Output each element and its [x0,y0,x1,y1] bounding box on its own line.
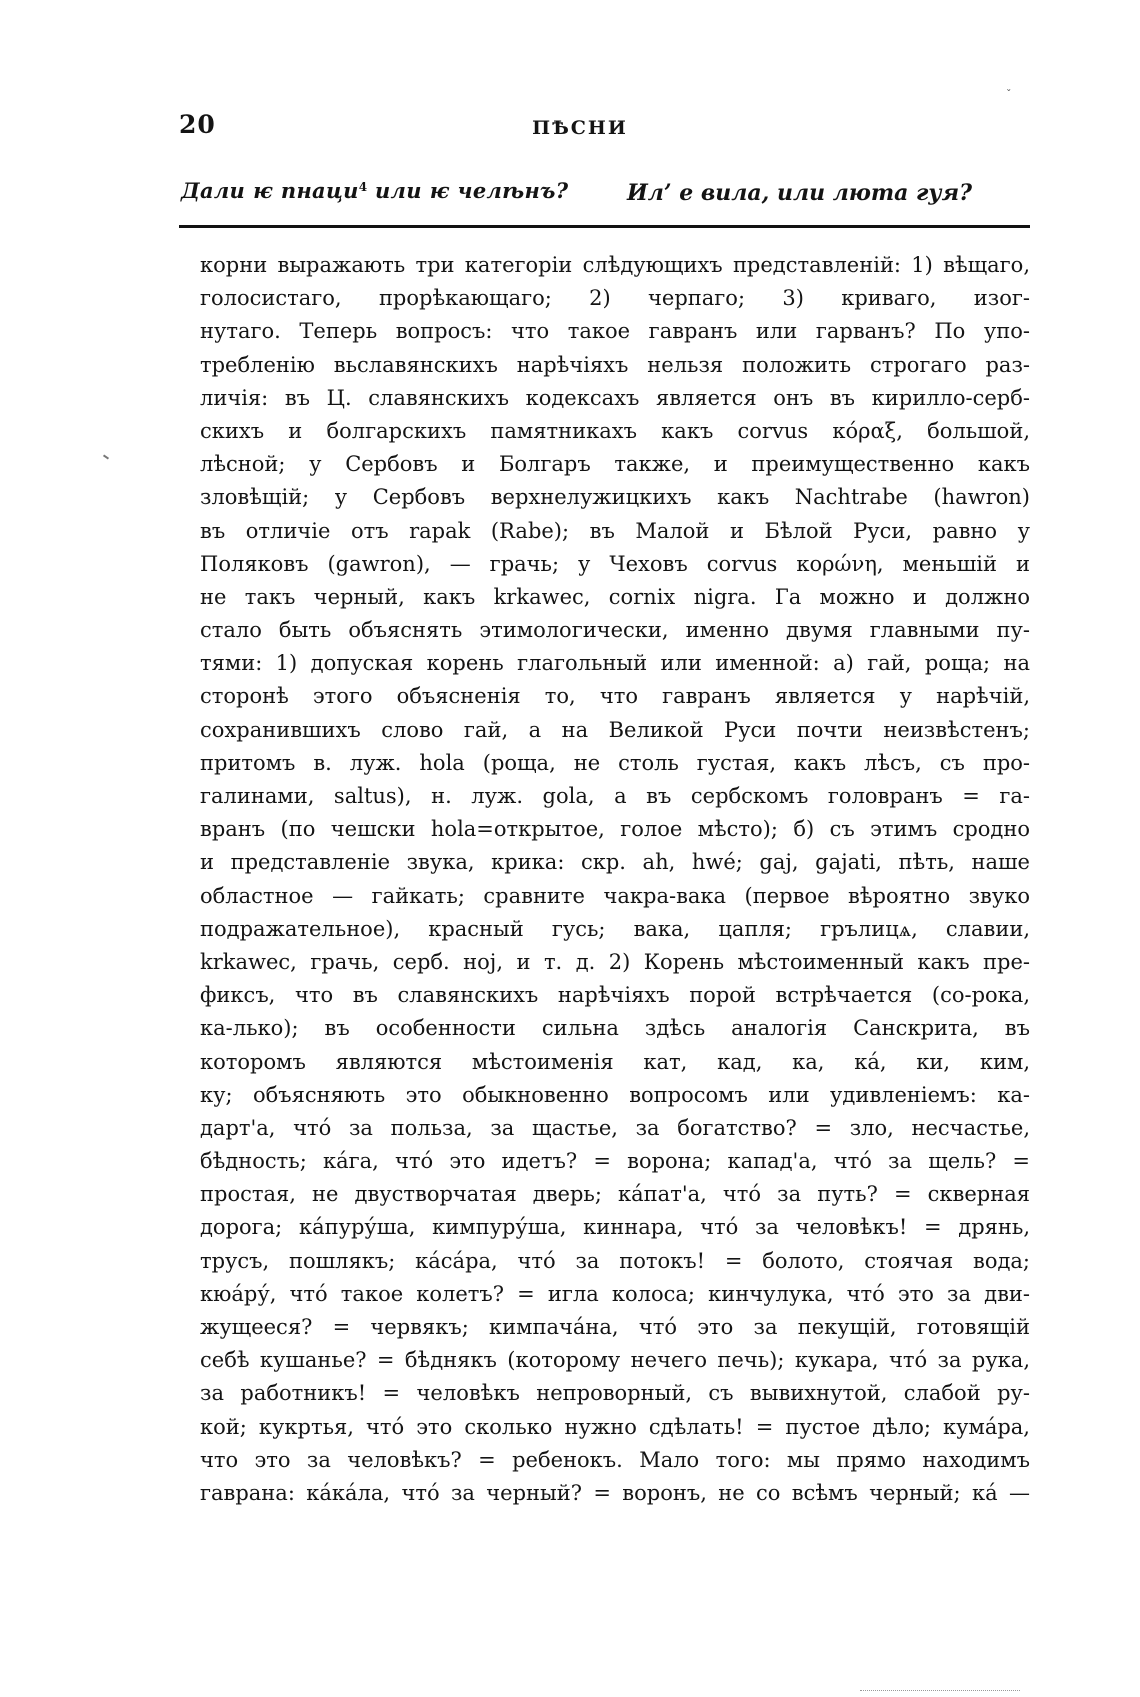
text-line: лѣсной; у Сербовъ и Болгаръ также, и преимущественно какъ [200,452,1030,477]
text-line: кюа́ру́, что́ такое колетъ? = игла колоса; кинчулука, что́ это за дви- [200,1281,1030,1306]
text-line: сторонѣ этого объясненія то, что гавранъ является у нарѣчій, [200,684,1030,709]
text-line: фиксъ, что въ славянскихъ нарѣчіяхъ порой встрѣчается (со-рока, [200,983,1030,1008]
subtitle-left-text: Дали ѥ пнаци [181,178,359,203]
text-line: дарт'а, что́ за польза, за щастье, за богатство? = зло, несчастье, [200,1115,1030,1140]
text-line: нутаго. Теперь вопросъ: что такое гавранъ или гарванъ? По упо- [200,319,1030,344]
text-line: не такъ черный, какъ krkawec, cornix nigra. Га можно и должно [200,584,1030,609]
text-line: дорога; ка́пуру́ша, кимпуру́ша, киннара, что́ за человѣкъ! = дрянь, [200,1215,1030,1240]
text-line: за работникъ! = человѣкъ непроворный, съ вывихнутой, слабой ру- [200,1381,1030,1406]
subtitle-left-end: или ѥ челѣнъ? [374,178,569,203]
margin-mark [103,454,109,459]
subtitle-left [181,178,568,203]
page-number: 20 [179,110,216,139]
corner-mark: ˇ [1006,88,1012,101]
running-title: ПѢСНИ [532,117,628,139]
text-line: ку; объясняють это обыкновенно вопросомъ или удивленіемъ: ка- [200,1082,1030,1107]
text-line: простая, не двустворчатая дверь; ка́пат'а, что́ за путь? = скверная [200,1182,1030,1207]
text-line: корни выражають три категоріи слѣдующихъ представленій: 1) вѣщаго, [200,253,1030,277]
text-line: зловѣщій; у Сербовъ верхнелужицкихъ какъ Nachtrabe (hawron) [200,485,1030,510]
text-line: что это за человѣкъ? = ребенокъ. Мало того: мы прямо находимъ [200,1447,1030,1472]
text-line: областное — гайкать; сравните чакра-вака (первое вѣроятно звуко [200,883,1030,908]
text-line: бѣдность; ка́га, что́ это идетъ? = ворона; капад'а, что́ за щель? = [200,1149,1030,1174]
text-line: которомъ являются мѣстоименія кат, кад, ка, ка́, ки, ким, [200,1049,1030,1074]
text-line: стало быть объяснять этимологически, именно двумя главными пу- [200,618,1030,643]
body-text [200,249,1030,1510]
text-line: требленію вьславянскихъ нарѣчіяхъ нельзя положить строгаго раз- [200,352,1030,377]
text-line: гаврана: ка́ка́ла, что́ за черный? = воронъ, не со всѣмъ черный; ка́ — [200,1480,1030,1505]
text-line: сохранившихъ слово гай, а на Великой Руси почти неизвѣстенъ; [200,717,1030,742]
text-line: притомъ в. луж. hola (роща, не столь густая, какъ лѣсъ, съ про- [200,750,1030,775]
scan-artifact [860,1690,1020,1691]
text-line: кой; кукртья, что́ это сколько нужно сдѣлать! = пустое дѣло; кума́ра, [200,1414,1030,1439]
text-line: въ отличіе отъ rapak (Rabe); въ Малой и Бѣлой Руси, равно у [200,518,1030,543]
text-line: и представленіе звука, крика: скр. ah, hwé; gaj, gajati, пѣть, наше [200,850,1030,875]
text-line: скихъ и болгарскихъ памятникахъ какъ corvus κόραξ, большой, [200,418,1030,443]
subtitle-right: Ил’ е вила, или люта гуя? [627,180,972,206]
text-line: Поляковъ (gawron), — грачь; у Чеховъ corvus κορώνη, меньшій и [200,551,1030,576]
text-line: krkawec, грачь, серб. ној, и т. д. 2) Корень мѣстоименный какъ пре- [200,949,1030,974]
text-line: ка-лько); въ особенности сильна здѣсь аналогія Санскрита, въ [200,1016,1030,1041]
text-line: личія: въ Ц. славянскихъ кодексахъ является онъ въ кирилло-серб- [200,385,1030,410]
text-line: подражательное), красный гусь; вака, цапля; грълицѧ, славии, [200,916,1030,941]
text-line: себѣ кушанье? = бѣднякъ (которому нечего печь); кукара, что́ за рука, [200,1348,1030,1373]
text-line: жущееся? = червякъ; кимпача́на, что́ это за пекущій, готовящій [200,1315,1030,1339]
text-line: вранъ (по чешски hola=открытое, голое мѣсто); б) съ этимъ сродно [200,817,1030,842]
text-line: галинами, saltus), н. луж. gola, а въ сербскомъ головранъ = га- [200,784,1030,808]
header-rule [179,225,1030,228]
footnote-marker: 4 [358,180,368,194]
text-line: тями: 1) допуская корень глагольный или именной: а) гай, роща; на [200,651,1030,676]
text-line: голосистаго, прорѣкающаго; 2) черпаго; 3) криваго, изог- [200,286,1030,311]
text-line: трусъ, пошлякъ; ка́са́ра, что́ за потокъ! = болото, стоячая вода; [200,1248,1030,1273]
